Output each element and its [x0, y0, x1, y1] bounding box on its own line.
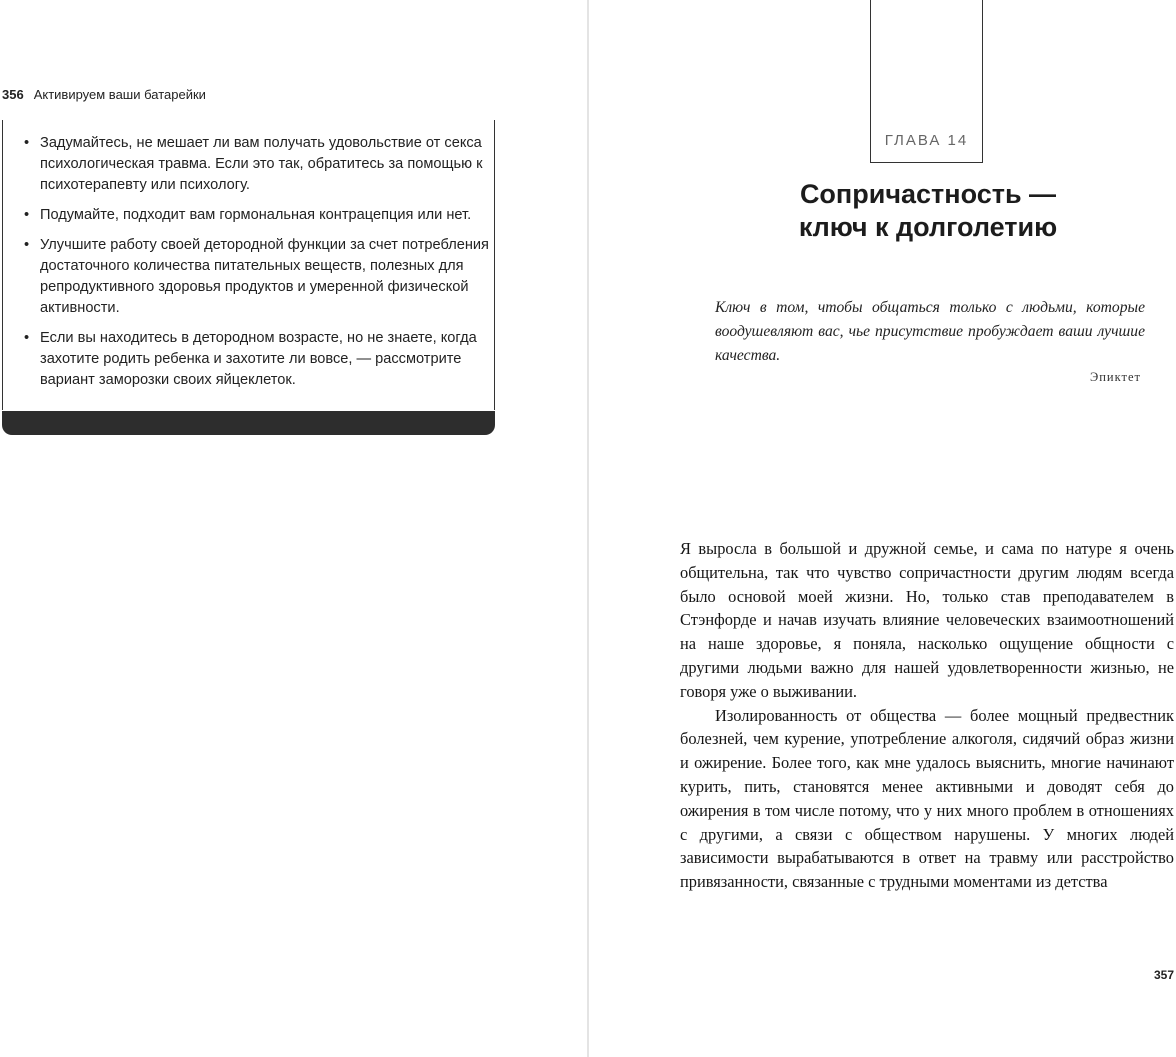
right-page-number: 357	[1153, 968, 1174, 982]
chapter-title	[720, 178, 1136, 244]
chapter-body-text	[680, 537, 1174, 894]
list-item: • Если вы находитесь в детородном возрасте, но не знаете, когда захотите родить ребенка и захотите ли вовсе, — рассмотрите вариант заморозки своих яйцеклеток.	[22, 328, 498, 391]
chapter-label: ГЛАВА 14	[884, 132, 969, 149]
list-item: • Подумайте, подходит вам гормональная контрацепция или нет.	[22, 205, 498, 226]
chapter-title-line-1: Сопричастность —	[799, 179, 1057, 209]
tips-box-bottom-bar	[2, 411, 495, 435]
paragraph: Изолированность от общества — более мощный предвестник болезней, чем курение, употребление алкоголя, сидячий образ жизни и ожирение. Более того, как мне удалось выяснить, многие начинают курить, пить, становятся менее активными и доводят себя до ожирения в том числе потому, что у них много проблем в отношениях с другими, а связи с обществом нарушены. У многих людей зависимости вырабатываются в ответ на травму или расстройство привязанности, связанные с трудными моментами из детства	[680, 705, 1174, 892]
tips-list	[22, 133, 498, 400]
running-header	[2, 87, 206, 102]
left-page-number: 356	[2, 87, 24, 102]
list-item: • Улучшите работу своей детородной функции за счет потребления достаточного количества питательных веществ, полезных для репродуктивного здоровья продуктов и умеренной физической активности.	[22, 235, 498, 319]
running-title: Активируем ваши батарейки	[33, 87, 206, 102]
chapter-title-line-2: ключ к долголетию	[798, 212, 1058, 242]
list-item: • Задумайтесь, не мешает ли вам получать удовольствие от секса психологическая травма. Если это так, обратитесь за помощью к психотерапевту или психологу.	[22, 133, 498, 196]
paragraph: Я выросла в большой и дружной семье, и сама по натуре я очень общительна, так что чувство сопричастности другим людям всегда было основой моей жизни. Но, только став преподавателем в Стэнфорде и начав изучать влияние человеческих взаимоотношений на наше здоровье, я поняла, насколько ощущение общности с другими людьми важно для нашей удовлетворенности жизнью, не говоря уже о выживании.	[680, 539, 1174, 701]
epigraph-quote: Ключ в том, чтобы общаться только с людьми, которые воодушевляют вас, чье присутствие пробуждает ваши лучшие качества.	[715, 299, 1145, 364]
epigraph-author: Эпиктет	[1089, 370, 1141, 384]
